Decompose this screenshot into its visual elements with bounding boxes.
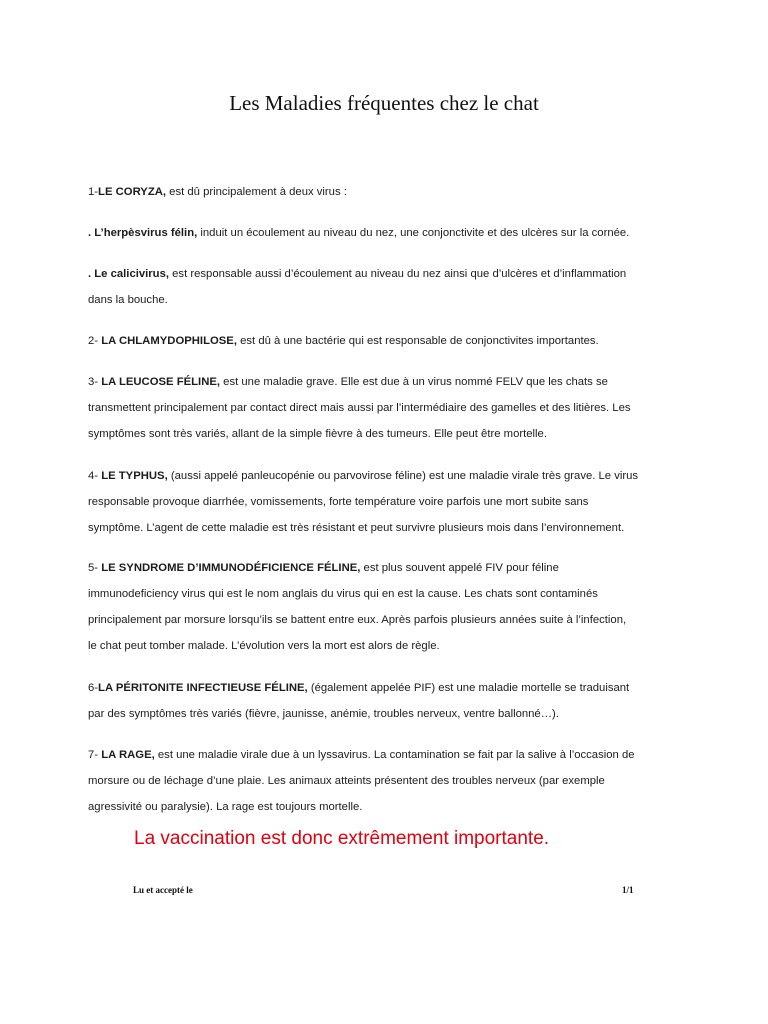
disease-description: (également appelée PIF) est une maladie mortelle se traduisant [307,682,630,694]
disease-description: (aussi appelé panleucopénie ou parvovirose féline) est une maladie virale très grave. Le virus [167,470,639,482]
disease-name: LE SYNDROME D’IMMUNODÉFICIENCE FÉLINE, [101,562,361,574]
disease-name: LE TYPHUS, [101,470,168,482]
item-number: 1- [88,186,99,198]
item-number: 5- [88,562,102,574]
disease-name: LA CHLAMYDOPHILOSE, [101,335,237,347]
document-title: Les Maladies fréquentes chez le chat [229,91,539,115]
item-number: 2- [88,335,102,347]
description-line: immunodeficiency virus qui est le nom anglais du virus qui en est la cause. Les chats sont contaminés [88,588,598,600]
footer-signature-label: Lu et accepté le [133,885,193,895]
disease-description: est plus souvent appelé FIV pour féline [360,562,559,574]
virus-name: . Le calicivirus, [88,268,170,280]
disease-description: est dû à une bactérie qui est responsable de conjonctivites importantes. [236,335,599,347]
description-line: symptôme. L’agent de cette maladie est très résistant et peut survivre plusieurs mois dans l’environnement. [88,522,625,534]
section-typhus [88,463,688,541]
virus-description-line: dans la bouche. [88,294,168,306]
conclusion-text: La vaccination est donc extrêmement importante. [134,828,550,849]
virus-description: induit un écoulement au niveau du nez, une conjonctivite et des ulcères sur la cornée. [197,227,630,239]
sub-herpesvirus [88,220,688,246]
disease-description: est une maladie virale due à un lyssavirus. La contamination se fait par la salive à l’occasion de [154,749,635,761]
disease-description: est une maladie grave. Elle est due à un virus nommé FELV que les chats se [220,376,608,388]
disease-description: est dû principalement à deux virus : [166,186,347,198]
virus-name: . L’herpèsvirus félin, [88,227,198,239]
disease-name: LA PÉRITONITE INFECTIEUSE FÉLINE, [98,682,308,694]
section-fiv [88,555,688,659]
section-leucose [88,369,688,447]
description-line: morsure ou de léchage d’une plaie. Les animaux atteints présentent des troubles nerveux (par exemple [88,775,605,787]
disease-name: LA LEUCOSE FÉLINE, [101,376,221,388]
item-number: 3- [88,376,102,388]
description-line: agressivité ou paralysie). La rage est toujours mortelle. [88,801,363,813]
item-number: 4- [88,470,102,482]
description-line: symptômes sont très variés, allant de la simple fièvre à des tumeurs. Elle peut être mortelle. [88,428,547,440]
virus-description: est responsable aussi d’écoulement au niveau du nez ainsi que d’ulcères et d’inflammation [169,268,627,280]
description-line: par des symptômes très variés (fièvre, jaunisse, anémie, troubles nerveux, ventre ballonné…). [88,708,559,720]
description-line: responsable provoque diarrhée, vomissements, forte température voire parfois une mort subite sans [88,496,589,508]
item-number: 7- [88,749,102,761]
section-pif [88,675,688,727]
page-number: 1/1 [622,885,634,895]
section-coryza [88,179,688,205]
description-line: le chat peut tomber malade. L’évolution vers la mort est alors de règle. [88,640,440,652]
section-chlamydophilose [88,328,688,354]
disease-name: LE CORYZA, [98,186,167,198]
description-line: transmettent principalement par contact direct mais aussi par l’intermédiaire des gamelles et des litières. Les [88,402,631,414]
section-rage [88,742,688,820]
disease-name: LA RAGE, [101,749,155,761]
item-number: 6- [88,682,99,694]
sub-calicivirus [88,261,688,313]
description-line: principalement par morsure lorsqu’ils se battent entre eux. Après parfois plusieurs années suite à l’infection, [88,614,627,626]
